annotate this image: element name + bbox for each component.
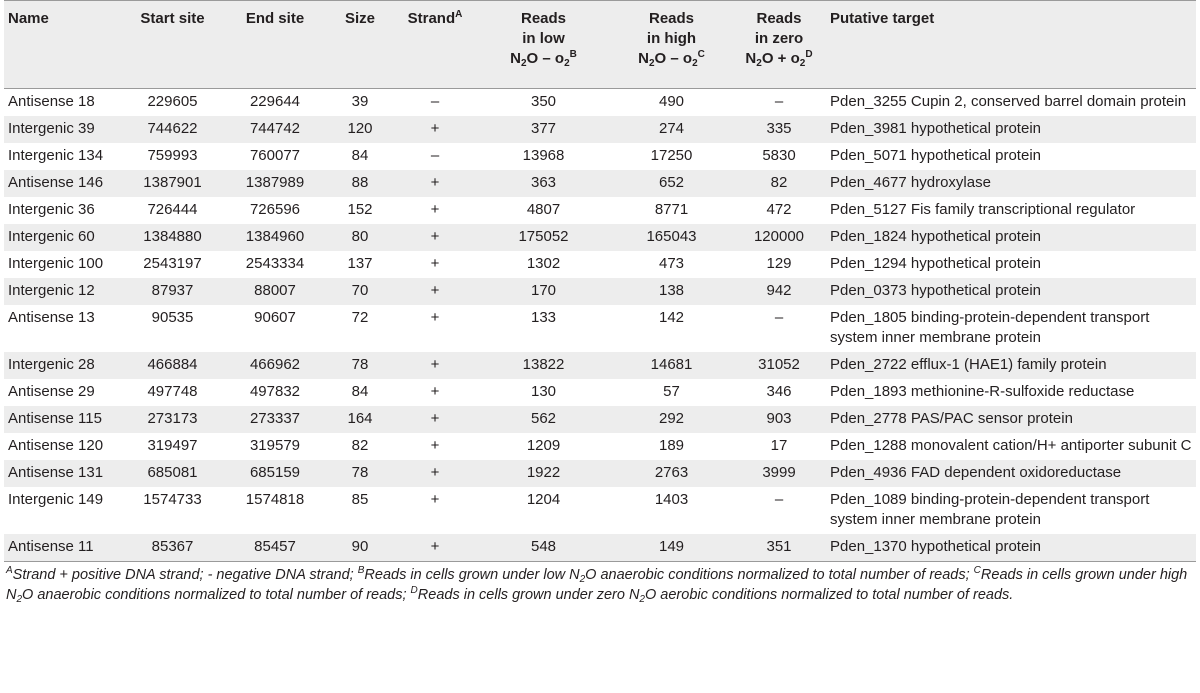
cell-putative-target: Pden_1805 binding-protein-dependent transport system inner membrane protein: [830, 309, 1150, 346]
col-header-end-site: End site: [224, 1, 326, 89]
cell-strand: +: [430, 282, 440, 299]
cell-reads-high: 165043: [646, 228, 697, 245]
cell-reads-high: 473: [658, 255, 685, 272]
cell-putative-target: Pden_2722 efflux-1 (HAE1) family protein: [830, 356, 1107, 373]
table-row: [4, 460, 1196, 487]
cell-end-site: 685159: [249, 464, 301, 481]
cell-reads-high: 2763: [654, 464, 689, 481]
col-header-strand: Strand$^A$: [394, 1, 476, 89]
cell-size: 137: [347, 255, 373, 272]
cell-start-site: 273173: [147, 410, 198, 427]
cell-reads-low: 1209: [526, 437, 561, 454]
cell-start-site: 90535: [151, 309, 194, 326]
cell-end-site: 2543334: [245, 255, 305, 272]
cell-start-site: 1574733: [143, 491, 202, 508]
cell-strand: +: [394, 534, 476, 562]
cell-reads-low: 350: [530, 93, 557, 110]
cell-name: Intergenic 36: [8, 201, 95, 218]
cell-reads-high: 57: [663, 383, 680, 400]
cell-reads-zero: 942: [766, 282, 792, 299]
cell-strand: +: [430, 201, 440, 218]
cell-strand: –: [430, 93, 440, 110]
col-header-putative-target: Putative target: [826, 1, 1196, 89]
cell-size: 85: [351, 491, 369, 508]
cell-name: Antisense 18: [8, 93, 95, 110]
table-row: [4, 197, 1196, 224]
col-header-start-site: Start site: [121, 1, 224, 89]
cell-reads-low: 4807: [526, 201, 561, 218]
cell-name: Antisense 115: [8, 410, 102, 427]
cell-name: Antisense 131: [8, 464, 104, 481]
cell-reads-high: 274: [658, 120, 685, 137]
cell-name: Intergenic 12: [8, 282, 95, 299]
cell-reads-high: 652: [658, 174, 685, 191]
cell-reads-zero: 17: [770, 437, 788, 454]
table-body: [4, 89, 1196, 562]
cell-name: Intergenic 100: [8, 255, 104, 272]
col-header-size: Size: [326, 1, 394, 89]
table-row: [4, 116, 1196, 143]
cell-putative-target: Pden_5071 hypothetical protein: [830, 147, 1041, 164]
cell-end-site: 466962: [249, 356, 301, 373]
cell-reads-low: 1302: [526, 255, 561, 272]
cell-reads-high: 14681: [650, 356, 693, 373]
cell-reads-low: 133: [530, 309, 557, 326]
table-row: [4, 433, 1196, 460]
cell-start-site: 726444: [147, 201, 198, 218]
col-header-reads-high: Reads in high $N_2O - o_2^C$: [611, 1, 732, 89]
cell-end-site: 85457: [224, 534, 326, 562]
cell-putative-target: Pden_1893 methionine-R-sulfoxide reductase: [830, 383, 1135, 400]
cell-start-site: 85367: [121, 534, 224, 562]
cell-name: Antisense 146: [8, 174, 104, 191]
cell-reads-low: 13822: [522, 356, 565, 373]
cell-strand: +: [430, 464, 440, 481]
cell-putative-target: Pden_3981 hypothetical protein: [830, 120, 1041, 137]
cell-name: Intergenic 134: [8, 147, 104, 164]
cell-strand: +: [430, 356, 440, 373]
cell-reads-high: 138: [658, 282, 685, 299]
cell-name: Intergenic 28: [8, 356, 95, 373]
cell-end-site: 760077: [249, 147, 301, 164]
cell-reads-zero: –: [774, 309, 784, 326]
table-header: [4, 1, 1196, 89]
table-row: [4, 534, 1196, 562]
srna-table: [4, 0, 1196, 562]
table-row: [4, 278, 1196, 305]
cell-reads-low: 548: [476, 534, 611, 562]
cell-reads-high: 490: [658, 93, 685, 110]
cell-size: 90: [326, 534, 394, 562]
cell-start-site: 466884: [147, 356, 198, 373]
table-row: [4, 251, 1196, 278]
cell-size: 72: [351, 309, 369, 326]
cell-size: 120: [347, 120, 373, 137]
cell-size: 78: [351, 464, 369, 481]
cell-reads-high: 142: [658, 309, 685, 326]
cell-strand: –: [430, 147, 440, 164]
cell-size: 164: [347, 410, 373, 427]
cell-end-site: 726596: [249, 201, 301, 218]
cell-putative-target: Pden_5127 Fis family transcriptional regulator: [830, 201, 1136, 218]
cell-putative-target: Pden_1824 hypothetical protein: [830, 228, 1041, 245]
cell-putative-target: Pden_4677 hydroxylase: [830, 174, 991, 191]
cell-reads-zero: 346: [766, 383, 792, 400]
table-row: [4, 487, 1196, 534]
cell-end-site: 1384960: [245, 228, 305, 245]
cell-end-site: 88007: [254, 282, 296, 299]
cell-end-site: 744742: [249, 120, 301, 137]
cell-reads-zero: –: [774, 93, 784, 110]
cell-putative-target: Pden_1370 hypothetical protein: [826, 534, 1196, 562]
cell-start-site: 759993: [147, 147, 198, 164]
cell-end-site: 273337: [249, 410, 301, 427]
table-row: [4, 170, 1196, 197]
cell-reads-high: 189: [658, 437, 685, 454]
cell-size: 84: [351, 383, 369, 400]
cell-putative-target: Pden_2778 PAS/PAC sensor protein: [830, 410, 1073, 427]
cell-end-site: 229644: [249, 93, 301, 110]
cell-size: 84: [351, 147, 369, 164]
cell-reads-zero: –: [774, 491, 784, 508]
table-row: [4, 305, 1196, 352]
cell-reads-high: 1403: [654, 491, 689, 508]
cell-start-site: 229605: [147, 93, 198, 110]
cell-start-site: 1387901: [143, 174, 202, 191]
cell-strand: +: [430, 491, 440, 508]
cell-reads-low: 130: [530, 383, 557, 400]
cell-reads-zero: 82: [770, 174, 788, 191]
col-header-name: Name: [4, 1, 121, 89]
cell-reads-low: 1204: [526, 491, 561, 508]
cell-size: 39: [351, 93, 369, 110]
cell-name: Intergenic 149: [8, 491, 104, 508]
cell-end-site: 497832: [249, 383, 301, 400]
cell-size: 88: [351, 174, 369, 191]
cell-reads-low: 1922: [526, 464, 561, 481]
cell-reads-zero: 903: [766, 410, 792, 427]
cell-reads-high: 17250: [650, 147, 693, 164]
cell-reads-high: 292: [658, 410, 685, 427]
cell-putative-target: Pden_0373 hypothetical protein: [830, 282, 1041, 299]
cell-strand: +: [430, 228, 440, 245]
cell-start-site: 744622: [147, 120, 198, 137]
cell-strand: +: [430, 383, 440, 400]
cell-reads-zero: 31052: [758, 356, 800, 373]
table-row: [4, 89, 1196, 117]
cell-putative-target: Pden_3255 Cupin 2, conserved barrel domain protein: [830, 93, 1187, 110]
cell-name: Intergenic 60: [8, 228, 95, 245]
cell-reads-zero: 472: [766, 201, 792, 218]
cell-reads-low: 13968: [522, 147, 565, 164]
cell-name: Antisense 13: [8, 309, 95, 326]
cell-strand: +: [430, 120, 440, 137]
cell-strand: +: [430, 255, 440, 272]
cell-reads-high: 8771: [654, 201, 689, 218]
table-row: [4, 379, 1196, 406]
cell-reads-zero: 335: [766, 120, 792, 137]
col-header-reads-zero: Reads in zero $N_2O + o_2^D$: [732, 1, 826, 89]
cell-end-site: 1387989: [245, 174, 305, 191]
cell-name: Intergenic 39: [8, 120, 95, 137]
cell-reads-zero: 5830: [762, 147, 796, 164]
cell-size: 82: [351, 437, 369, 454]
cell-end-site: 1574818: [245, 491, 305, 508]
table-row: [4, 143, 1196, 170]
cell-putative-target: Pden_1089 binding-protein-dependent transport system inner membrane protein: [830, 491, 1150, 528]
cell-start-site: 2543197: [143, 255, 202, 272]
cell-start-site: 319497: [147, 437, 198, 454]
cell-size: 80: [351, 228, 369, 245]
cell-strand: +: [430, 174, 440, 191]
header-row: [4, 1, 1196, 89]
cell-name: Antisense 11: [4, 534, 121, 562]
cell-reads-low: 363: [530, 174, 557, 191]
table-row: [4, 406, 1196, 433]
cell-putative-target: Pden_1288 monovalent cation/H+ antiporter subunit C: [830, 437, 1192, 454]
cell-size: 152: [347, 201, 373, 218]
cell-start-site: 497748: [147, 383, 198, 400]
cell-strand: +: [430, 309, 440, 326]
cell-reads-low: 170: [530, 282, 557, 299]
cell-putative-target: Pden_1294 hypothetical protein: [830, 255, 1041, 272]
cell-reads-zero: 351: [732, 534, 826, 562]
table-row: [4, 352, 1196, 379]
cell-strand: +: [430, 437, 440, 454]
cell-reads-low: 175052: [518, 228, 569, 245]
cell-size: 78: [351, 356, 369, 373]
cell-start-site: 685081: [147, 464, 198, 481]
cell-reads-high: 149: [611, 534, 732, 562]
cell-putative-target: Pden_4936 FAD dependent oxidoreductase: [830, 464, 1122, 481]
cell-reads-zero: 120000: [753, 228, 805, 245]
table-row: [4, 224, 1196, 251]
cell-end-site: 90607: [254, 309, 296, 326]
cell-end-site: 319579: [249, 437, 301, 454]
table-footnote: $^A$Strand + positive DNA strand; - negative DNA strand; $^B$Reads in cells grown under low $N_2O$ anaerobic conditions normalized to total number of reads; $^C$Reads in cells grown under high $N_2O$ anaerobic conditions normalized to total number of reads; $^D$Reads in cells grown under zero $N_2O$ aerobic conditions normalized to total number of reads.: [6, 565, 1188, 605]
cell-size: 70: [351, 282, 369, 299]
cell-strand: +: [430, 410, 440, 427]
cell-name: Antisense 120: [8, 437, 104, 454]
cell-reads-low: 562: [530, 410, 557, 427]
cell-start-site: 1384880: [143, 228, 202, 245]
cell-reads-zero: 3999: [762, 464, 796, 481]
cell-start-site: 87937: [151, 282, 194, 299]
cell-reads-low: 377: [530, 120, 557, 137]
col-header-reads-low: Reads in low $N_2O - o_2^B$: [476, 1, 611, 89]
cell-reads-zero: 129: [766, 255, 792, 272]
cell-name: Antisense 29: [8, 383, 95, 400]
